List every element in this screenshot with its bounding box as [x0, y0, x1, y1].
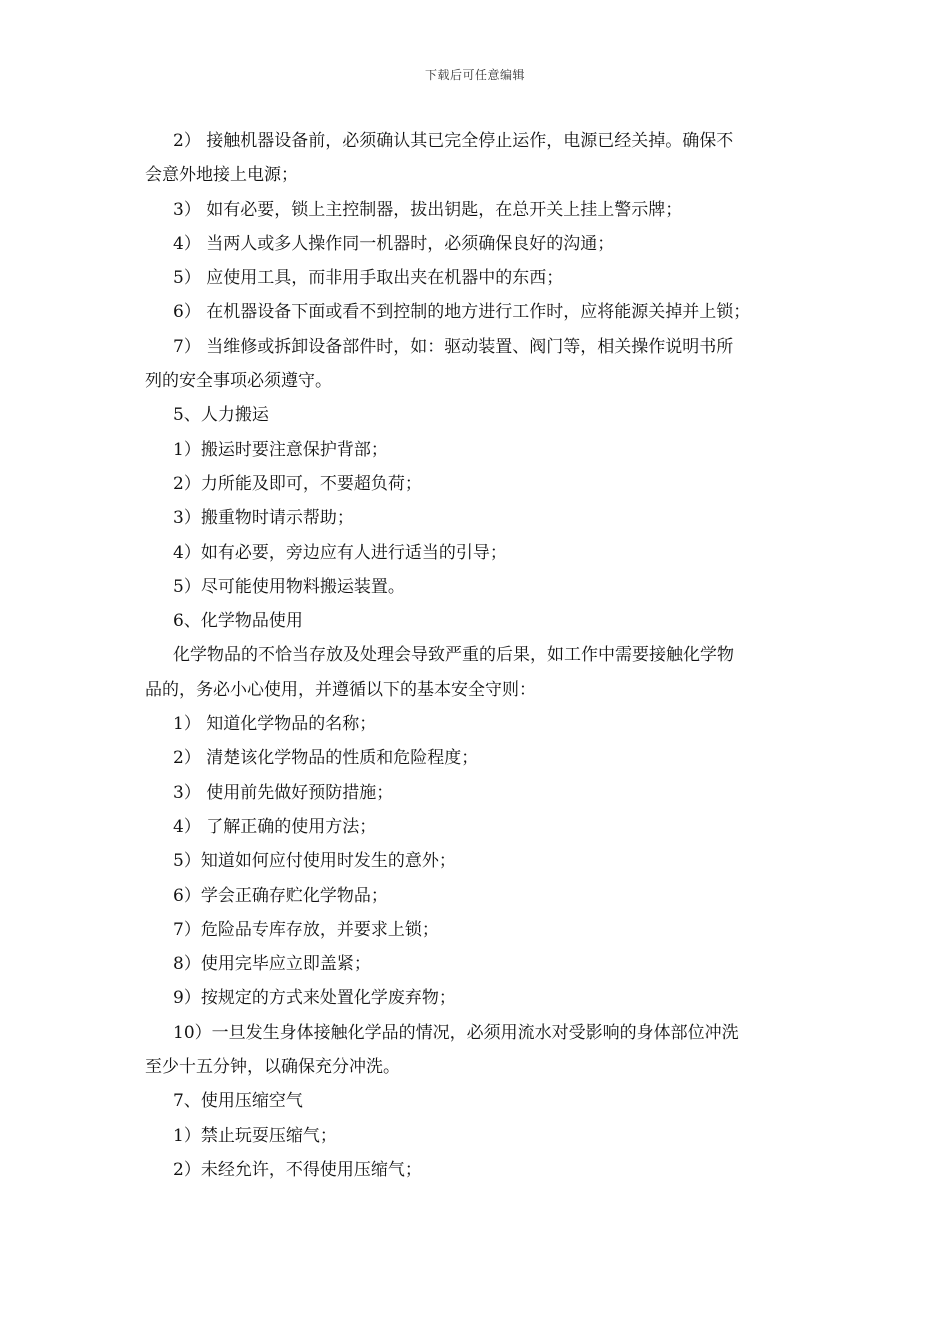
text-line: 3）搬重物时请示帮助； — [173, 508, 354, 529]
text-line: 5）知道如何应付使用时发生的意外； — [173, 851, 456, 872]
text-line: 1） 知道化学物品的名称； — [173, 714, 377, 735]
text-line: 6） 在机器设备下面或看不到控制的地方进行工作时，应将能源关掉并上锁； — [173, 302, 751, 323]
text-line: 4） 了解正确的使用方法； — [173, 816, 377, 837]
text-line: 2） 接触机器设备前，必须确认其已完全停止运作，电源已经关掉。确保不 — [173, 131, 734, 151]
text-line: 7） 当维修或拆卸设备部件时，如：驱动装置、阀门等，相关操作说明书所 — [173, 336, 734, 357]
text-line: 7）危险品专库存放，并要求上锁； — [173, 919, 439, 940]
text-line: 至少十五分钟，以确保充分冲洗。 — [145, 1057, 400, 1078]
text-line: 5）尽可能使用物料搬运装置。 — [173, 576, 405, 597]
text-line: 1）搬运时要注意保护背部； — [173, 439, 388, 460]
text-line: 10）一旦发生身体接触化学品的情况，必须用流水对受影响的身体部位冲洗 — [173, 1022, 739, 1043]
text-line: 4）如有必要，旁边应有人进行适当的引导； — [173, 542, 507, 563]
text-line: 9）按规定的方式来处置化学废弃物； — [173, 988, 456, 1009]
text-line: 2）未经允许，不得使用压缩气； — [173, 1159, 422, 1180]
text-line: 8）使用完毕应立即盖紧； — [173, 954, 371, 975]
page-header: 下载后可任意编辑 — [424, 68, 525, 82]
text-line: 3） 如有必要，锁上主控制器，拔出钥匙，在总开关上挂上警示牌； — [173, 199, 683, 220]
section-heading: 5、人力搬运 — [173, 405, 269, 426]
text-line: 5） 应使用工具，而非用手取出夹在机器中的东西； — [173, 268, 564, 289]
section-heading: 6、化学物品使用 — [173, 611, 303, 632]
text-line: 品的，务必小心使用，并遵循以下的基本安全守则： — [145, 679, 536, 700]
document-body — [145, 124, 810, 1187]
text-line: 1）禁止玩耍压缩气； — [173, 1125, 337, 1146]
section-heading: 7、使用压缩空气 — [173, 1091, 303, 1112]
text-line: 6）学会正确存贮化学物品； — [173, 885, 388, 906]
text-line: 化学物品的不恰当存放及处理会导致严重的后果，如工作中需要接触化学物 — [173, 645, 734, 666]
text-line: 会意外地接上电源； — [145, 165, 298, 186]
text-line: 2） 清楚该化学物品的性质和危险程度； — [173, 748, 479, 769]
text-line: 列的安全事项必须遵守。 — [145, 371, 332, 392]
text-line: 2）力所能及即可，不要超负荷； — [173, 473, 422, 494]
text-line: 3） 使用前先做好预防措施； — [173, 782, 394, 803]
text-line: 4） 当两人或多人操作同一机器时，必须确保良好的沟通； — [173, 233, 615, 254]
